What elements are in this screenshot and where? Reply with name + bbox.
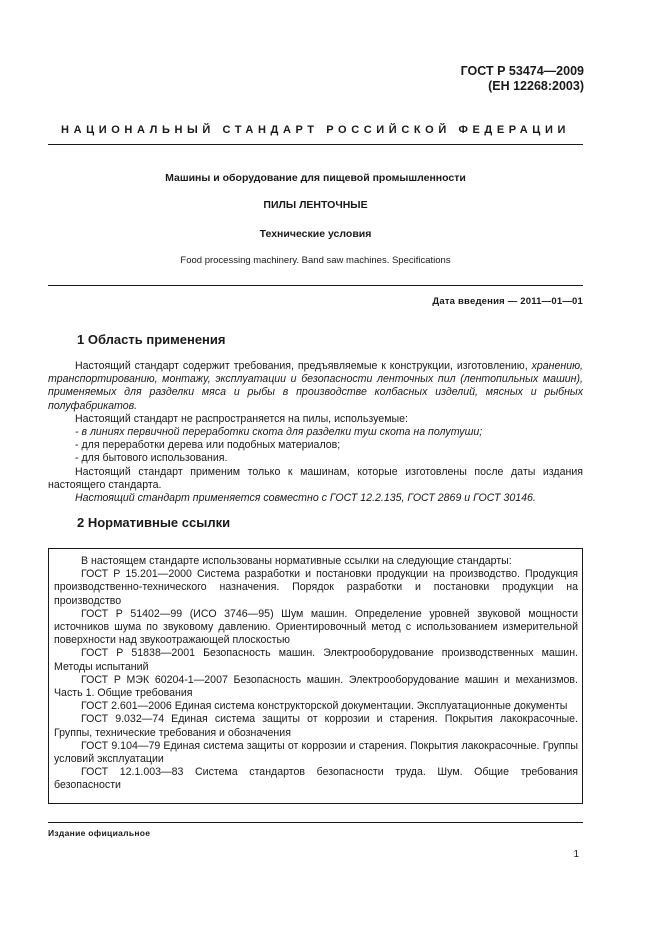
effective-date: Дата введения — 2011—01—01 (432, 296, 583, 307)
header-divider (48, 144, 583, 145)
reference-item: ГОСТ Р 51402—99 (ИСО 3746—95) Шум машин. Определение уровней звуковой мощности источников шума по звуковому давлению. Ориентировочный метод с использованием измерительной поверхности над звукоотражающей плоскостью (54, 607, 578, 647)
title-line-2: ПИЛЫ ЛЕНТОЧНЫЕ (263, 199, 368, 211)
standard-number: ГОСТ Р 53474—2009 (460, 64, 584, 78)
section-1-list-item-3: - для бытового использования. (75, 452, 228, 465)
title-divider (48, 285, 583, 286)
reference-item: ГОСТ Р 51838—2001 Безопасность машин. Электрооборудование производственных машин. Методы испытаний (54, 647, 578, 673)
references-intro: В настоящем стандарте использованы нормативные ссылки на следующие стандарты: (81, 555, 512, 567)
standard-code (461, 64, 584, 94)
section-1-paragraph-2: Настоящий стандарт не распространяется на пилы, используемые: (75, 412, 408, 425)
title-english: Food processing machinery. Band saw machines. Specifications (180, 255, 451, 266)
section-1-paragraph-4: Настоящий стандарт применяется совместно с ГОСТ 12.2.135, ГОСТ 2869 и ГОСТ 30146. (75, 492, 536, 505)
reference-item: ГОСТ 9.032—74 Единая система защиты от коррозии и старения. Покрытия лакокрасочные. Группы, технические требования и обозначения (54, 713, 578, 739)
section-2-heading: 2 Нормативные ссылки (77, 515, 231, 530)
title-line-3: Технические условия (259, 228, 372, 240)
official-edition-label: Издание официальное (48, 828, 151, 838)
reference-item: ГОСТ Р МЭК 60204-1—2007 Безопасность машин. Электрооборудование машин и механизмов. Часть 1. Общие требования (54, 673, 578, 700)
reference-item: ГОСТ Р 15.201—2000 Система разработки и постановки продукции на производство. Продукция производственно-технического назначения. Порядок разработки и постановки продукции на производство (54, 568, 578, 607)
reference-item: ГОСТ 12.1.003—83 Система стандартов безопасности труда. Шум. Общие требования безопасности (54, 766, 578, 792)
title-line-1: Машины и оборудование для пищевой промышленности (165, 172, 466, 184)
reference-item: ГОСТ 9.104—79 Единая система защиты от коррозии и старения. Покрытия лакокрасочные. Группы условий эксплуатации (54, 739, 578, 766)
standard-equivalent: (ЕН 12268:2003) (488, 79, 584, 93)
footer-divider (48, 822, 583, 823)
section-1-paragraph-3: Настоящий стандарт применим только к машинам, которые изготовлены после даты издания настоящего стандарта. (48, 465, 583, 491)
section-1-paragraph-1: Настоящий стандарт содержит требования, предъявляемые к конструкции, изготовлению, хранению, транспортированию, монтажу, эксплуатации и безопасности ленточных пил (лентопильных машин), применяемых для разделки мяса и рыбы в производстве колбасных изделий, мясных и рыбных полуфабрикатов. (48, 360, 583, 412)
section-1-body (48, 360, 583, 505)
section-1-list-item-1: - в линиях первичной переработки скота для разделки туш скота на полутуши; (75, 426, 483, 439)
section-1-list-item-2: - для переработки дерева или подобных материалов; (75, 439, 341, 452)
page-number: 1 (573, 849, 579, 860)
references-list (54, 555, 578, 793)
reference-item: ГОСТ 2.601—2006 Единая система конструкторской документации. Эксплуатационные документы (81, 700, 568, 713)
national-standard-title: НАЦИОНАЛЬНЫЙ СТАНДАРТ РОССИЙСКОЙ ФЕДЕРАЦИИ (61, 124, 570, 136)
section-1-heading: 1 Область применения (77, 332, 226, 347)
